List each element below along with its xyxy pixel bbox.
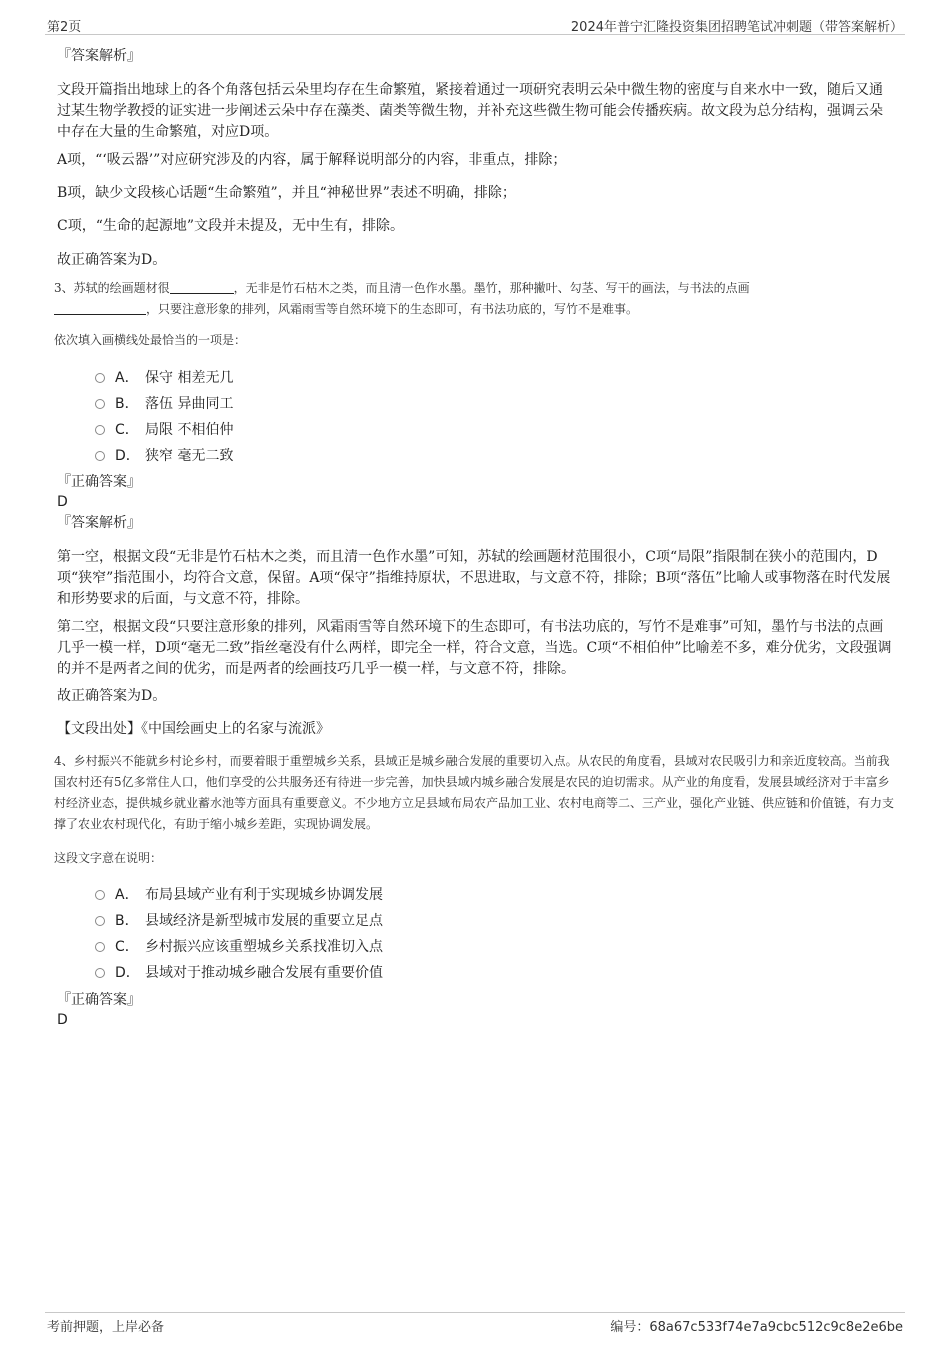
q4-answer: D (57, 1012, 68, 1028)
radio-icon[interactable] (95, 373, 105, 383)
q2-conclusion: 故正确答案为D。 (57, 252, 167, 268)
q3-option-d[interactable] (95, 446, 233, 466)
q3-answer-label: 『正确答案』 (57, 474, 141, 490)
option-text: 狭窄 毫无二致 (145, 448, 234, 464)
q3-analysis-label: 『答案解析』 (57, 515, 141, 531)
page-header (45, 14, 905, 35)
q4-option-b[interactable] (95, 911, 383, 931)
q3-option-c[interactable] (95, 420, 233, 440)
q4-option-c[interactable] (95, 937, 383, 957)
option-letter: D． (115, 965, 140, 981)
q3-source: 【文段出处】《中国绘画史上的名家与流派》 (57, 721, 330, 737)
q4-option-a[interactable] (95, 885, 383, 905)
option-letter: C． (115, 939, 139, 955)
option-text: 县域对于推动城乡融合发展有重要价值 (145, 965, 383, 981)
option-letter: A． (115, 887, 139, 903)
q2-analysis-label: 『答案解析』 (57, 48, 141, 64)
q3-blank-2 (54, 300, 146, 315)
q2-analysis-paragraph: 文段开篇指出地球上的各个角落包括云朵里均存在生命繁殖，紧接着通过一项研究表明云朵中微生物的密度与自来水中一致，随后又通过某生物学教授的证实进一步阐述云朵中存在藻类、菌类等微生物，并补充这些微生物可能会传播疾病。故文段为总分结构，强调云朵中存在大量的生命繁殖，对应D项。 (57, 82, 883, 140)
document-title: 2024年普宁汇隆投资集团招聘笔试冲刺题（带答案解析） (570, 20, 903, 35)
footer-code: 编号：68a67c533f74e7a9cbc512c9c8e2e6be (610, 1320, 903, 1335)
q3-stem-part1: 3、苏轼的绘画题材很 (54, 281, 170, 295)
q3-blank-1 (170, 279, 234, 294)
option-text: 局限 不相伯仲 (145, 422, 234, 438)
q4-stem: 4、乡村振兴不能就乡村论乡村，而要着眼于重塑城乡关系，县域正是城乡融合发展的重要切入点。从农民的角度看，县域对农民吸引力和亲近度较高。当前我国农村还有5亿多常住人口，他们享受的公共服务还有待进一步完善，加快县域内城乡融合发展是农民的迫切需求。从产业的角度看，发展县域经济对于丰富乡村经济业态，提供城乡就业蓄水池等方面具有重要意义。不少地方立足县域布局农产品加工业、农村电商等二、三产业，强化产业链、供应链和价值链，有力支撑了农业农村现代化，有助于缩小城乡差距，实现协调发展。 (54, 754, 895, 831)
option-text: 保守 相差无几 (145, 370, 234, 386)
q3-prompt: 依次填入画横线处最恰当的一项是： (54, 333, 247, 347)
q3-analysis-paragraph-2: 第二空，根据文段“只要注意形象的排列，风霜雨雪等自然环境下的生态即可，有书法功底的，写竹不是难事”可知，墨竹与书法的点画几乎一模一样，D项“毫无二致”指丝毫没有什么两样，即完全一样，符合文意，当选。C项“不相伯仲”比喻差不多，难分优劣，文段强调的并不是两者之间的优劣，而是两者的绘画技巧几乎一模一样，与文意不符，排除。 (57, 619, 892, 677)
option-letter: D． (115, 448, 140, 464)
q4-option-d[interactable] (95, 963, 383, 983)
option-letter: B． (115, 396, 139, 412)
q3-stem (54, 278, 894, 320)
option-text: 布局县域产业有利于实现城乡协调发展 (145, 887, 383, 903)
option-letter: C． (115, 422, 139, 438)
footer-slogan: 考前押题，上岸必备 (47, 1320, 165, 1335)
q2-option-b-explanation: B项，缺少文段核心话题“生命繁殖”，并且“神秘世界”表述不明确，排除； (57, 185, 516, 201)
radio-icon[interactable] (95, 425, 105, 435)
q3-conclusion: 故正确答案为D。 (57, 688, 167, 704)
q3-option-a[interactable] (95, 368, 233, 388)
option-text: 县域经济是新型城市发展的重要立足点 (145, 913, 383, 929)
option-text: 乡村振兴应该重塑城乡关系找准切入点 (145, 939, 383, 955)
q3-stem-part2: ，无非是竹石枯木之类，而且清一色作水墨。墨竹，那种撇叶、勾茎、写干的画法，与书法的点画 (233, 281, 750, 295)
radio-icon[interactable] (95, 451, 105, 461)
q3-analysis-paragraph-1: 第一空，根据文段“无非是竹石枯木之类，而且清一色作水墨”可知，苏轼的绘画题材范围很小，C项“局限”指限制在狭小的范围内，D项“狭窄”指范围小，均符合文意，保留。A项“保守”指维持原状，不思进取，与文意不符，排除；B项“落伍”比喻人或事物落在时代发展和形势要求的后面，与文意不符，排除。 (57, 549, 891, 607)
q4-answer-label: 『正确答案』 (57, 992, 141, 1008)
radio-icon[interactable] (95, 942, 105, 952)
q2-option-a-explanation: A项，“‘吸云器’”对应研究涉及的内容，属于解释说明部分的内容，非重点，排除； (57, 152, 567, 168)
q3-answer: D (57, 494, 68, 510)
page-footer (45, 1312, 905, 1335)
radio-icon[interactable] (95, 890, 105, 900)
q2-option-c-explanation: C项，“生命的起源地”文段并未提及，无中生有，排除。 (57, 218, 405, 234)
option-letter: B． (115, 913, 139, 929)
radio-icon[interactable] (95, 916, 105, 926)
q3-option-b[interactable] (95, 394, 233, 414)
q3-stem-part3: ，只要注意形象的排列，风霜雨雪等自然环境下的生态即可，有书法功底的，写竹不是难事。 (146, 302, 639, 316)
q4-prompt: 这段文字意在说明： (54, 851, 163, 865)
page-number: 第2页 (47, 20, 82, 35)
radio-icon[interactable] (95, 968, 105, 978)
option-text: 落伍 异曲同工 (145, 396, 234, 412)
radio-icon[interactable] (95, 399, 105, 409)
option-letter: A． (115, 370, 139, 386)
